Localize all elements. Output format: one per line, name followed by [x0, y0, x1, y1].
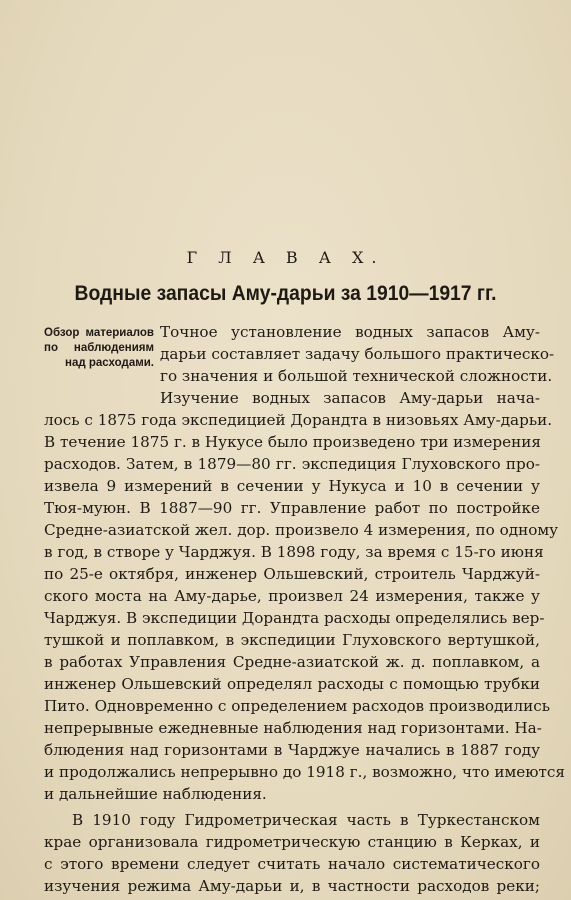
- text-line: по 25-е октября, инженер Ольшевский, строитель Чарджуй-: [44, 565, 540, 583]
- text-line: крае организовала гидрометрическую станцию в Керках, и: [44, 833, 540, 851]
- text-line: го значения и большой технической сложности.: [160, 367, 553, 385]
- text-line: Точное установление водных запасов Аму-: [160, 323, 540, 341]
- chapter-heading: Г Л А В А X.: [186, 248, 385, 267]
- text-line: непрерывные ежедневные наблюдения над горизонтами. На-: [44, 719, 542, 737]
- margin-note: Обзор материалов по наблюдениям над расходами.: [44, 327, 154, 369]
- text-line: тушкой и поплавком, в экспедиции Глуховского вертушкой,: [44, 631, 540, 649]
- text-line: Чарджуя. В экспедиции Дорандта расходы определялись вер-: [44, 609, 545, 627]
- text-line: в работах Управления Средне-азиатской ж. д. поплавком, а: [44, 653, 540, 671]
- text-line: и дальнейшие наблюдения.: [44, 785, 267, 803]
- text-line: инженер Ольшевский определял расходы с помощью трубки: [44, 675, 540, 693]
- text-line: изучения режима Аму-дарьи и, в частности расходов реки;: [44, 877, 540, 895]
- text-line: В течение 1875 г. в Нукусе было произведено три измерения: [44, 433, 541, 451]
- text-line: с этого времени следует считать начало систематического: [44, 855, 540, 873]
- chapter-title: Водные запасы Аму-дарьи за 1910—1917 гг.: [74, 282, 497, 305]
- text-line: В 1910 году Гидрометрическая часть в Туркестанском: [72, 811, 540, 829]
- text-line: Средне-азиатской жел. дор. произвело 4 измерения, по одному: [44, 521, 559, 539]
- text-line: блюдения над горизонтами в Чарджуе начались в 1887 году: [44, 741, 540, 759]
- text-line: Пито. Одновременно с определением расходов производились: [44, 697, 551, 715]
- text-line: Изучение водных запасов Аму-дарьи нача-: [160, 389, 540, 407]
- text-line: ского моста на Аму-дарье, произвел 24 измерения, также у: [44, 587, 540, 605]
- text-line: и продолжались непрерывно до 1918 г., возможно, что имеются: [44, 763, 565, 781]
- text-line: лось с 1875 года экспедицией Дорандта в низовьях Аму-дарьи.: [44, 411, 553, 429]
- text-line: извела 9 измерений в сечении у Нукуса и 10 в сечении у: [44, 477, 540, 495]
- text-line: в год, в створе у Чарджуя. В 1898 году, за время с 15-го июня: [44, 543, 544, 561]
- text-line: дарьи составляет задачу большого практическо-: [160, 345, 555, 363]
- text-line: Тюя-муюн. В 1887—90 гг. Управление работ по постройке: [44, 499, 540, 517]
- text-line: расходов. Затем, в 1879—80 гг. экспедиция Глуховского про-: [44, 455, 540, 473]
